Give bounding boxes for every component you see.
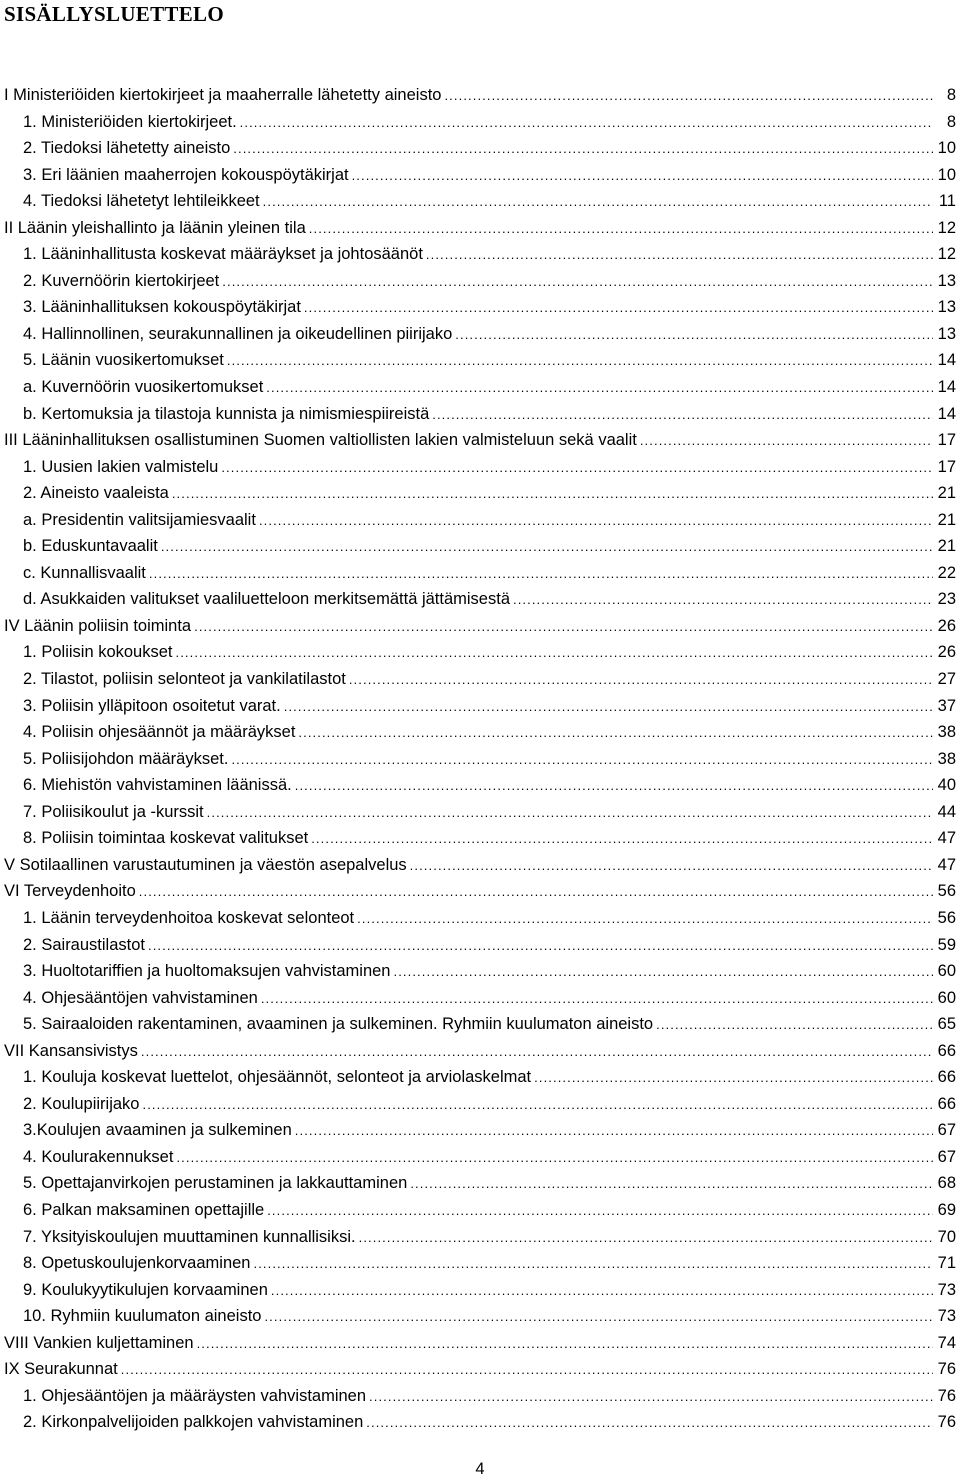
dot-leader	[259, 508, 933, 535]
toc-entry-page: 14	[937, 404, 956, 423]
toc-entry-page: 11	[938, 192, 956, 211]
toc-entry[interactable]	[0, 1383, 960, 1410]
toc-entry-page: 8	[946, 86, 956, 104]
toc-entry-title: b. Kertomuksia ja tilastoja kunnista ja nimismiespiireistä	[23, 404, 430, 423]
dot-leader	[267, 1198, 933, 1225]
toc-entry[interactable]	[0, 241, 960, 268]
toc-entry-page: 21	[937, 537, 956, 556]
toc-entry[interactable]	[0, 958, 960, 985]
table-of-contents	[0, 82, 960, 1436]
toc-entry-title: d. Asukkaiden valitukset vaaliluetteloon merkitsemättä jättämisestä	[23, 590, 510, 609]
toc-entry-title: 1. Uusien lakien valmistelu	[23, 457, 219, 476]
toc-entry-page: 10	[937, 139, 956, 158]
toc-entry[interactable]	[0, 135, 960, 162]
toc-entry[interactable]	[0, 1144, 960, 1171]
toc-entry-page: 17	[937, 431, 956, 450]
toc-entry-title: 3. Poliisin ylläpitoon osoitetut varat.	[23, 696, 281, 715]
dot-leader	[194, 614, 933, 641]
toc-entry[interactable]	[0, 294, 960, 321]
toc-entry-page: 60	[937, 988, 956, 1007]
toc-entry[interactable]	[0, 427, 960, 454]
toc-entry-title: 3.Koulujen avaaminen ja sulkeminen	[23, 1121, 292, 1140]
toc-entry[interactable]	[0, 613, 960, 640]
toc-entry-title: 4. Hallinnollinen, seurakunnallinen ja oikeudellinen piirijako	[23, 324, 453, 343]
toc-entry[interactable]	[0, 560, 960, 587]
toc-entry-title: 6. Miehistön vahvistaminen läänissä.	[23, 776, 292, 795]
toc-entry[interactable]	[0, 480, 960, 507]
dot-leader	[142, 1092, 933, 1119]
dot-leader	[176, 640, 934, 667]
toc-entry-title: 3. Lääninhallituksen kokouspöytäkirjat	[23, 298, 301, 317]
toc-entry-title: IV Läänin poliisin toiminta	[4, 616, 192, 635]
toc-entry-title: 5. Poliisijohdon määräykset.	[23, 749, 229, 768]
toc-entry-title: VII Kansansivistys	[4, 1041, 138, 1060]
toc-entry-page: 67	[937, 1147, 956, 1166]
page-number: 4	[475, 1460, 485, 1478]
toc-entry[interactable]	[0, 82, 960, 109]
toc-entry-page: 17	[937, 457, 956, 476]
toc-entry[interactable]	[0, 985, 960, 1012]
toc-entry-title: 2. Sairaustilastot	[23, 935, 145, 954]
toc-entry-page: 26	[937, 616, 956, 635]
toc-entry[interactable]	[0, 719, 960, 746]
toc-entry-page: 44	[937, 802, 956, 821]
toc-entry-title: 4. Ohjesääntöjen vahvistaminen	[23, 988, 258, 1007]
toc-entry-title: 5. Opettajanvirkojen perustaminen ja lakkauttaminen	[23, 1174, 408, 1193]
dot-leader	[261, 986, 933, 1013]
toc-entry-page: 69	[937, 1200, 956, 1219]
toc-entry[interactable]	[0, 454, 960, 481]
toc-entry[interactable]	[0, 746, 960, 773]
toc-entry[interactable]	[0, 1197, 960, 1224]
toc-entry-page: 59	[937, 935, 956, 954]
dot-leader	[513, 587, 933, 614]
dot-leader	[309, 216, 933, 243]
toc-entry-title: 1. Poliisin kokoukset	[23, 643, 173, 662]
toc-entry-page: 47	[937, 829, 956, 848]
dot-leader	[231, 747, 933, 774]
toc-entry-title: III Lääninhallituksen osallistuminen Suomen valtiollisten lakien valmisteluun sekä vaalit	[4, 431, 637, 450]
toc-entry-page: 67	[937, 1121, 956, 1140]
toc-entry[interactable]	[0, 1330, 960, 1357]
toc-entry-title: 7. Poliisikoulut ja -kurssit	[23, 802, 204, 821]
toc-entry-title: 5. Sairaaloiden rakentaminen, avaaminen ja sulkeminen. Ryhmiin kuulumaton aineisto	[23, 1015, 654, 1034]
dot-leader	[444, 83, 933, 110]
dot-leader	[656, 1012, 933, 1039]
dot-leader	[207, 800, 933, 827]
toc-entry[interactable]	[0, 1356, 960, 1383]
toc-entry[interactable]	[0, 586, 960, 613]
toc-entry-page: 76	[937, 1360, 956, 1379]
dot-leader	[141, 1039, 933, 1066]
toc-entry[interactable]	[0, 1011, 960, 1038]
toc-entry-title: I Ministeriöiden kiertokirjeet ja maaherralle lähetetty aineisto	[4, 86, 442, 104]
toc-entry-page: 66	[937, 1041, 956, 1060]
toc-entry-title: 4. Koulurakennukset	[23, 1147, 174, 1166]
toc-entry-title: 3. Huoltotariffien ja huoltomaksujen vahvistaminen	[23, 962, 391, 981]
dot-leader	[233, 136, 933, 163]
toc-entry-page: 73	[937, 1307, 956, 1326]
toc-entry-page: 76	[937, 1413, 956, 1432]
dot-leader	[148, 933, 933, 960]
toc-entry[interactable]	[0, 1409, 960, 1436]
toc-entry-title: c. Kunnallisvaalit	[23, 563, 146, 582]
toc-entry-page: 26	[937, 643, 956, 662]
toc-entry-title: 4. Tiedoksi lähetetyt lehtileikkeet	[23, 192, 260, 211]
toc-entry-title: 10. Ryhmiin kuulumaton aineisto	[23, 1307, 262, 1326]
dot-leader	[197, 1331, 933, 1358]
toc-entry-title: 1. Lääninhallitusta koskevat määräykset ja johtosäänöt	[23, 245, 423, 264]
toc-entry[interactable]	[0, 347, 960, 374]
dot-leader	[240, 110, 933, 137]
toc-entry-page: 21	[937, 510, 956, 529]
dot-leader	[295, 1118, 933, 1145]
toc-entry[interactable]	[0, 188, 960, 215]
dot-leader	[640, 428, 933, 455]
toc-entry-title: 2. Tiedoksi lähetetty aineisto	[23, 139, 231, 158]
toc-entry[interactable]	[0, 1117, 960, 1144]
toc-entry-page: 14	[937, 378, 956, 397]
dot-leader	[121, 1357, 933, 1384]
toc-entry-page: 47	[937, 855, 956, 874]
toc-entry[interactable]	[0, 215, 960, 242]
toc-entry-title: 6. Palkan maksaminen opettajille	[23, 1200, 265, 1219]
toc-entry[interactable]	[0, 666, 960, 693]
dot-leader	[222, 269, 933, 296]
dot-leader	[227, 348, 933, 375]
toc-entry[interactable]	[0, 1277, 960, 1304]
toc-entry-title: 1. Kouluja koskevat luettelot, ohjesäännöt, selonteot ja arviolaskelmat	[23, 1068, 532, 1087]
toc-entry-title: IX Seurakunnat	[4, 1360, 118, 1379]
dot-leader	[172, 481, 933, 508]
toc-entry-page: 10	[937, 165, 956, 184]
toc-entry-page: 13	[937, 271, 956, 290]
toc-entry-page: 71	[937, 1254, 956, 1273]
toc-entry-page: 22	[937, 563, 956, 582]
dot-leader	[394, 959, 934, 986]
toc-entry-title: a. Kuvernöörin vuosikertomukset	[23, 378, 264, 397]
toc-entry[interactable]	[0, 1250, 960, 1277]
dot-leader	[455, 322, 933, 349]
toc-entry[interactable]	[0, 268, 960, 295]
dot-leader	[295, 773, 933, 800]
dot-leader	[221, 455, 933, 482]
toc-entry-page: 13	[937, 324, 956, 343]
dot-leader	[263, 189, 933, 216]
toc-entry-page: 65	[937, 1015, 956, 1034]
dot-leader	[139, 879, 933, 906]
toc-entry-page: 38	[937, 723, 956, 742]
toc-entry[interactable]	[0, 1091, 960, 1118]
dot-leader	[311, 826, 933, 853]
toc-entry[interactable]	[0, 1170, 960, 1197]
toc-entry[interactable]	[0, 878, 960, 905]
toc-entry[interactable]	[0, 1224, 960, 1251]
toc-entry[interactable]	[0, 905, 960, 932]
dot-leader	[298, 720, 933, 747]
toc-entry[interactable]	[0, 932, 960, 959]
toc-entry-title: 1. Läänin terveydenhoitoa koskevat selonteot	[23, 908, 355, 927]
dot-leader	[359, 1225, 933, 1252]
toc-entry[interactable]	[0, 162, 960, 189]
dot-leader	[357, 906, 933, 933]
toc-entry-title: 1. Ministeriöiden kiertokirjeet.	[23, 112, 237, 131]
toc-entry-page: 8	[946, 112, 956, 131]
toc-entry-page: 23	[937, 590, 956, 609]
dot-leader	[352, 163, 933, 190]
toc-entry-page: 60	[937, 962, 956, 981]
dot-leader	[426, 242, 933, 269]
toc-entry[interactable]	[0, 1064, 960, 1091]
toc-entry-title: 9. Koulukyytikulujen korvaaminen	[23, 1280, 268, 1299]
toc-entry-title: a. Presidentin valitsijamiesvaalit	[23, 510, 256, 529]
dot-leader	[304, 295, 933, 322]
dot-leader	[149, 561, 933, 588]
toc-entry-title: 3. Eri läänien maaherrojen kokouspöytäkirjat	[23, 165, 349, 184]
toc-entry-title: b. Eduskuntavaalit	[23, 537, 158, 556]
toc-entry[interactable]	[0, 693, 960, 720]
toc-entry-title: 4. Poliisin ohjesäännöt ja määräykset	[23, 723, 296, 742]
toc-entry-title: 2. Kuvernöörin kiertokirjeet	[23, 271, 220, 290]
toc-entry-page: 68	[937, 1174, 956, 1193]
toc-entry-page: 56	[937, 908, 956, 927]
toc-entry-title: 2. Aineisto vaaleista	[23, 484, 169, 503]
toc-entry-page: 12	[937, 245, 956, 264]
toc-entry[interactable]	[0, 1303, 960, 1330]
toc-entry-title: 2. Kirkonpalvelijoiden palkkojen vahvistaminen	[23, 1413, 364, 1432]
toc-entry-title: 8. Opetuskoulujenkorvaaminen	[23, 1254, 251, 1273]
toc-entry-title: 1. Ohjesääntöjen ja määräysten vahvistaminen	[23, 1386, 367, 1405]
toc-entry-page: 13	[937, 298, 956, 317]
toc-entry-title: VIII Vankien kuljettaminen	[4, 1333, 194, 1352]
dot-leader	[410, 1171, 933, 1198]
toc-entry-page: 66	[937, 1094, 956, 1113]
toc-entry-page: 27	[937, 670, 956, 689]
toc-entry-title: VI Terveydenhoito	[4, 882, 136, 901]
toc-entry-page: 66	[937, 1068, 956, 1087]
toc-entry-page: 12	[937, 218, 956, 237]
toc-entry[interactable]	[0, 374, 960, 401]
toc-entry-title: V Sotilaallinen varustautuminen ja väestön asepalvelus	[4, 855, 407, 874]
dot-leader	[534, 1065, 933, 1092]
dot-leader	[366, 1410, 933, 1437]
dot-leader	[432, 402, 933, 429]
toc-entry-page: 73	[937, 1280, 956, 1299]
dot-leader	[176, 1145, 933, 1172]
toc-entry-title: 8. Poliisin toimintaa koskevat valitukset	[23, 829, 309, 848]
dot-leader	[264, 1304, 933, 1331]
toc-entry-page: 38	[937, 749, 956, 768]
toc-entry[interactable]	[0, 1038, 960, 1065]
document-title: SISÄLLYSLUETTELO	[4, 2, 224, 26]
toc-entry-title: 2. Tilastot, poliisin selonteot ja vankilatilastot	[23, 670, 346, 689]
toc-entry-title: II Läänin yleishallinto ja läänin yleinen tila	[4, 218, 306, 237]
toc-entry-title: 5. Läänin vuosikertomukset	[23, 351, 224, 370]
dot-leader	[369, 1384, 933, 1411]
dot-leader	[349, 667, 933, 694]
toc-entry-page: 56	[937, 882, 956, 901]
dot-leader	[271, 1278, 933, 1305]
toc-entry[interactable]	[0, 109, 960, 136]
toc-entry[interactable]	[0, 852, 960, 879]
toc-entry[interactable]	[0, 507, 960, 534]
dot-leader	[266, 375, 933, 402]
toc-entry-page: 70	[937, 1227, 956, 1246]
toc-entry[interactable]	[0, 772, 960, 799]
dot-leader	[284, 694, 933, 721]
toc-entry-page: 40	[937, 776, 956, 795]
toc-entry[interactable]	[0, 825, 960, 852]
toc-entry-page: 14	[937, 351, 956, 370]
toc-entry[interactable]	[0, 533, 960, 560]
dot-leader	[410, 853, 933, 880]
toc-entry[interactable]	[0, 401, 960, 428]
toc-entry-title: 7. Yksityiskoulujen muuttaminen kunnallisiksi.	[23, 1227, 356, 1246]
toc-entry[interactable]	[0, 639, 960, 666]
dot-leader	[161, 534, 933, 561]
toc-entry-page: 37	[937, 696, 956, 715]
toc-entry[interactable]	[0, 321, 960, 348]
dot-leader	[253, 1251, 933, 1278]
toc-entry-page: 21	[937, 484, 956, 503]
toc-entry-title: 2. Koulupiirijako	[23, 1094, 140, 1113]
toc-entry-page: 76	[937, 1386, 956, 1405]
toc-entry-page: 74	[937, 1333, 956, 1352]
toc-entry[interactable]	[0, 799, 960, 826]
